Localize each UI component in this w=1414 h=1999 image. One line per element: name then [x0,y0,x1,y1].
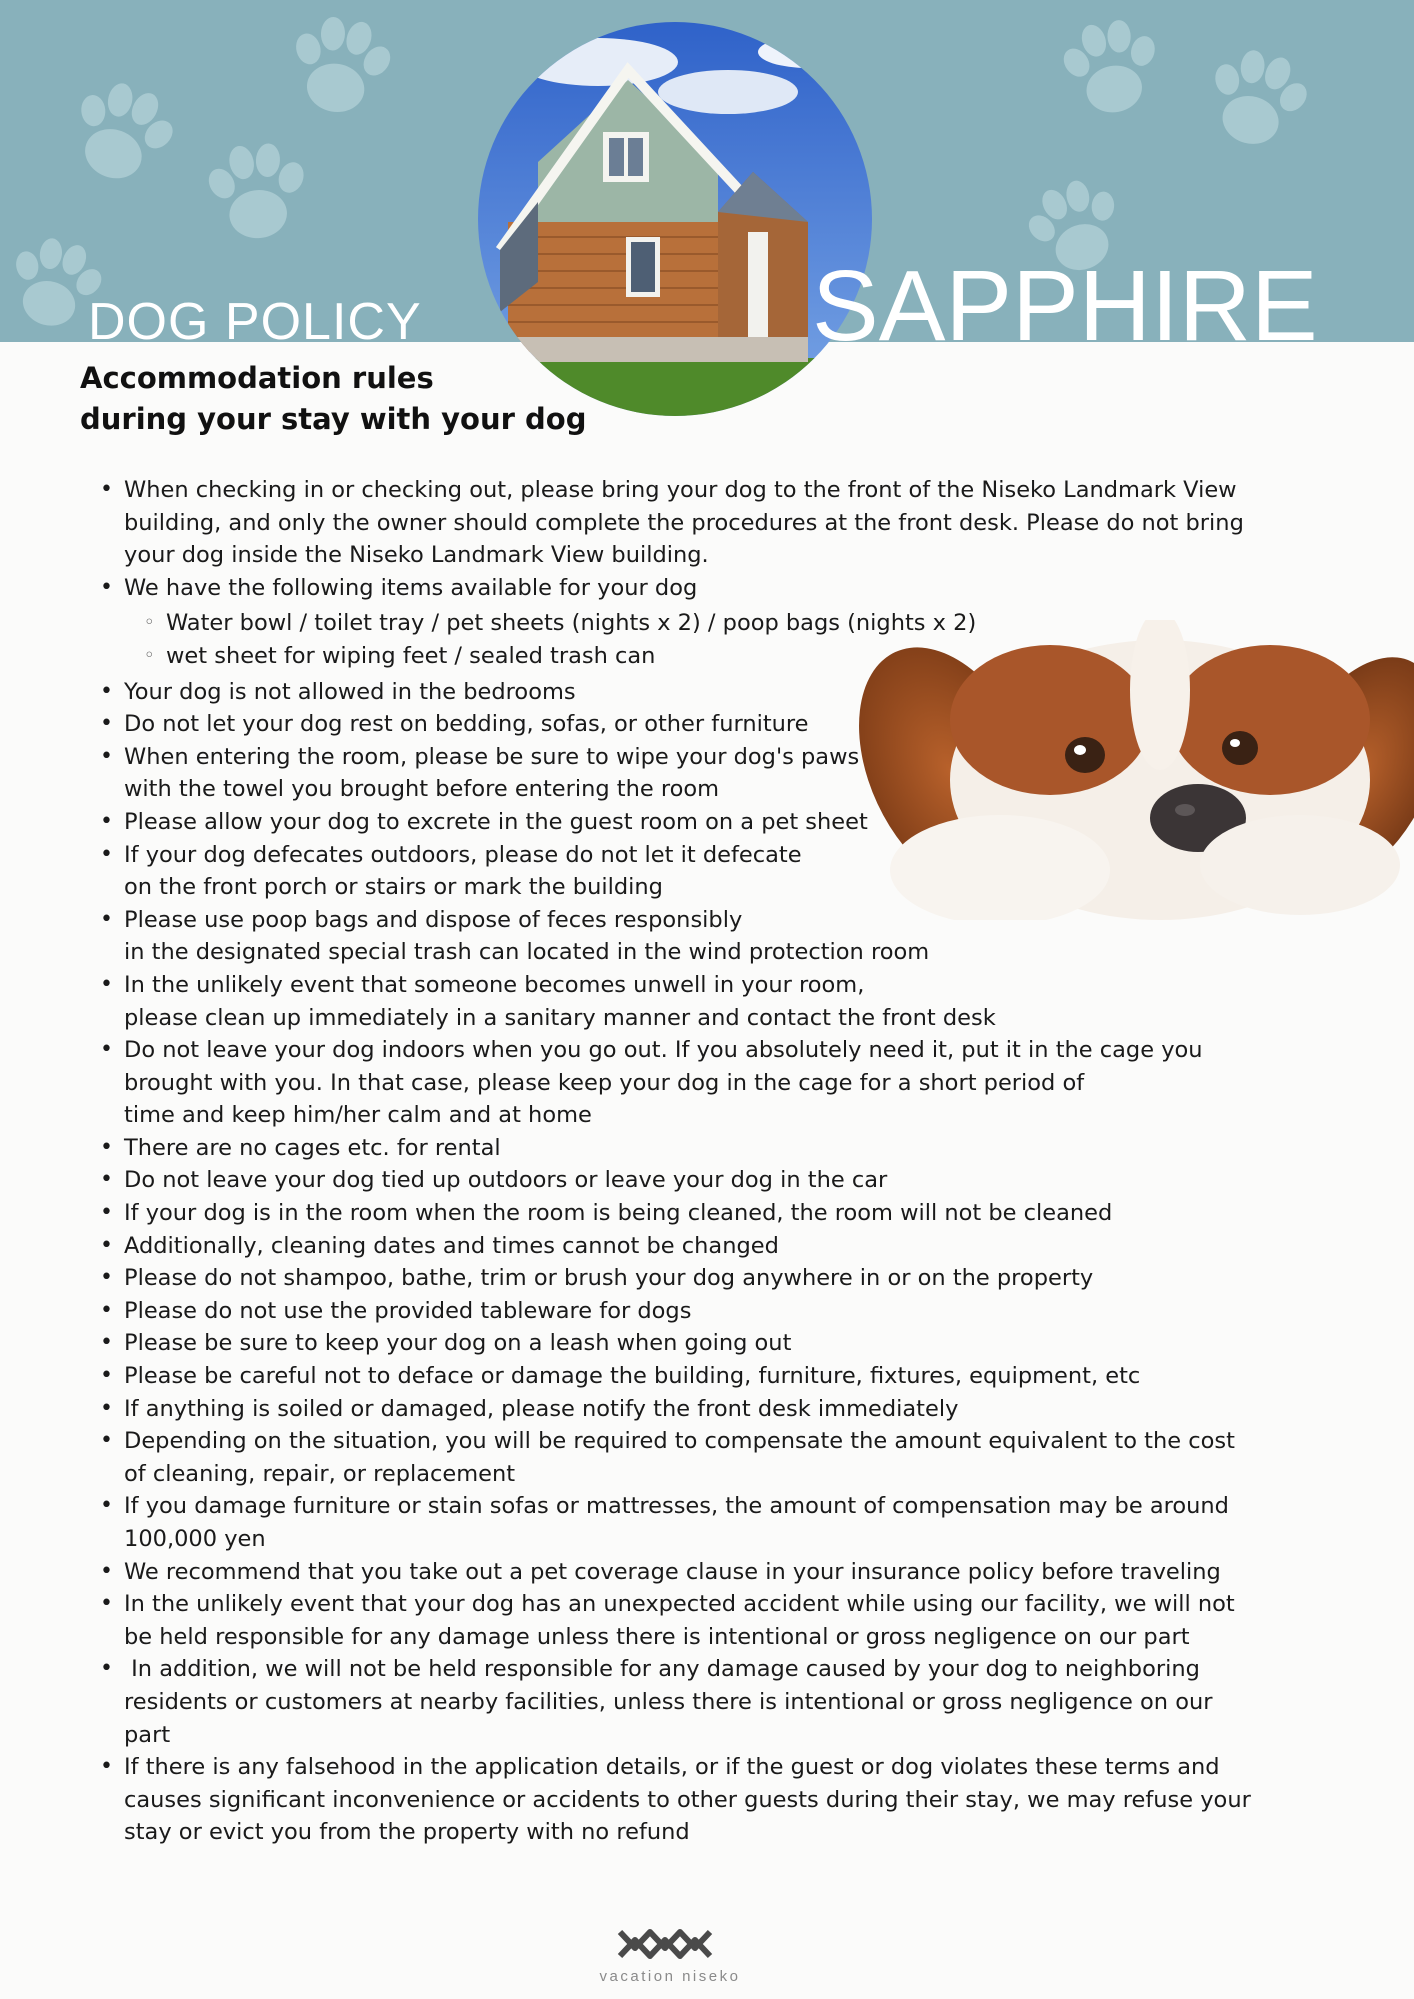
rule-item: • When checking in or checking out, please bring your dog to the front of the Niseko Landmark View building, and only the owner should complete the procedures at the front desk. Please do not bring your dog inside the Niseko Landmark View building. [96,474,1336,572]
sapphire-title: SAPPHIRE [812,250,1318,362]
rule-item-line: • Please use poop bags and dispose of feces responsibly [124,906,743,933]
rule-item-line: be held responsible for any damage unless there is intentional or gross negligence on our part [124,1623,1190,1650]
rule-item [96,839,1336,904]
rule-item [96,1490,1336,1555]
rules-list [96,474,1336,1849]
rule-item [96,1425,1336,1490]
rule-item: • Please do not use the provided tableware for dogs [96,1295,1336,1328]
rule-item [96,904,1336,969]
paw-print-icon [62,70,182,190]
rule-item-line: of cleaning, repair, or replacement [124,1460,516,1487]
rule-item [96,1751,1336,1849]
rule-item-line: brought with you. In that case, please keep your dog in the cage for a short period of [124,1069,1085,1096]
rule-item: • There are no cages etc. for rental [96,1132,1336,1165]
rule-item-line: • If your dog defecates outdoors, please do not let it defecate [124,841,802,868]
rule-item-line: residents or customers at nearby facilities, unless there is intentional or gross negligence on our [124,1688,1213,1715]
rule-item-line: • In the unlikely event that someone becomes unwell in your room, [124,971,865,998]
rule-item-line: please clean up immediately in a sanitary manner and contact the front desk [124,1004,996,1031]
rule-item-line: • If there is any falsehood in the application details, or if the guest or dog violates these terms and [124,1754,1220,1781]
rule-item: • If anything is soiled or damaged, please notify the front desk immediately [96,1393,1336,1426]
amenity-item: ◦ Water bowl / toilet tray / pet sheets (nights x 2) / poop bags (nights x 2) [124,607,1336,640]
paw-print-icon [1052,10,1168,120]
rule-item-line: on the front porch or stairs or mark the building [124,874,663,901]
rule-item [96,1588,1336,1653]
rule-item: • Please do not shampoo, bathe, trim or brush your dog anywhere in or on the property [96,1262,1336,1295]
rule-item-line: 100,000 yen [124,1526,266,1552]
rule-item [96,1034,1336,1132]
rule-item-line: in the designated special trash can located in the wind protection room [124,939,930,966]
subtitle-line-2: during your stay with your dog [80,402,587,436]
rule-item [96,741,1336,806]
rule-item-line: • In the unlikely event that your dog has an unexpected accident while using our facility, we will not [124,1591,1235,1618]
paw-print-icon [280,8,400,118]
rule-item-line: • If you damage furniture or stain sofas or mattresses, the amount of compensation may be around [124,1493,1229,1520]
rule-item: • Please be sure to keep your dog on a leash when going out [96,1327,1336,1360]
rule-item [96,969,1336,1034]
paw-print-icon [196,134,316,244]
rule-item-line: time and keep him/her calm and at home [124,1102,592,1129]
rule-item-line: • Depending on the situation, you will be required to compensate the amount equivalent to the cost [124,1428,1235,1455]
logo-text: vacation niseko [599,1968,741,1985]
rule-item [96,572,1336,673]
rule-item-line: • Do not leave your dog indoors when you go out. If you absolutely need it, put it in the cage you [124,1037,1203,1064]
rule-item: • Your dog is not allowed in the bedrooms [96,676,1336,709]
rule-item: • If your dog is in the room when the room is being cleaned, the room will not be cleaned [96,1197,1336,1230]
rule-item-text: • We have the following items available for your dog [124,574,698,601]
amenities-list [124,607,1336,672]
subtitle [80,358,586,440]
rule-item-line: stay or evict you from the property with no refund [124,1819,690,1846]
rule-item-line: • When entering the room, please be sure to wipe your dog's paws [124,743,860,770]
rule-item: • Do not let your dog rest on bedding, sofas, or other furniture [96,708,1336,741]
paw-print-icon [1198,40,1316,152]
rule-item-line: • In addition, we will not be held responsible for any damage caused by your dog to neighboring [124,1656,1200,1683]
rule-item: • Additionally, cleaning dates and times cannot be changed [96,1230,1336,1263]
subtitle-line-1: Accommodation rules [80,361,434,395]
rule-item: • Please allow your dog to excrete in the guest room on a pet sheet [96,806,1336,839]
rule-item-line: with the towel you brought before entering the room [124,776,720,803]
dog-policy-title: DOG POLICY [88,293,422,342]
rule-item-line: causes significant inconvenience or accidents to other guests during their stay, we may refuse your [124,1786,1251,1813]
rule-item: • Please be careful not to deface or damage the building, furniture, fixtures, equipment, etc [96,1360,1336,1393]
rule-item-line: part [124,1721,171,1748]
rule-item [96,1653,1336,1751]
rule-item: • We recommend that you take out a pet coverage clause in your insurance policy before traveling [96,1556,1336,1589]
rule-item: • Do not leave your dog tied up outdoors or leave your dog in the car [96,1164,1336,1197]
amenity-item: ◦ wet sheet for wiping feet / sealed trash can [124,640,1336,673]
